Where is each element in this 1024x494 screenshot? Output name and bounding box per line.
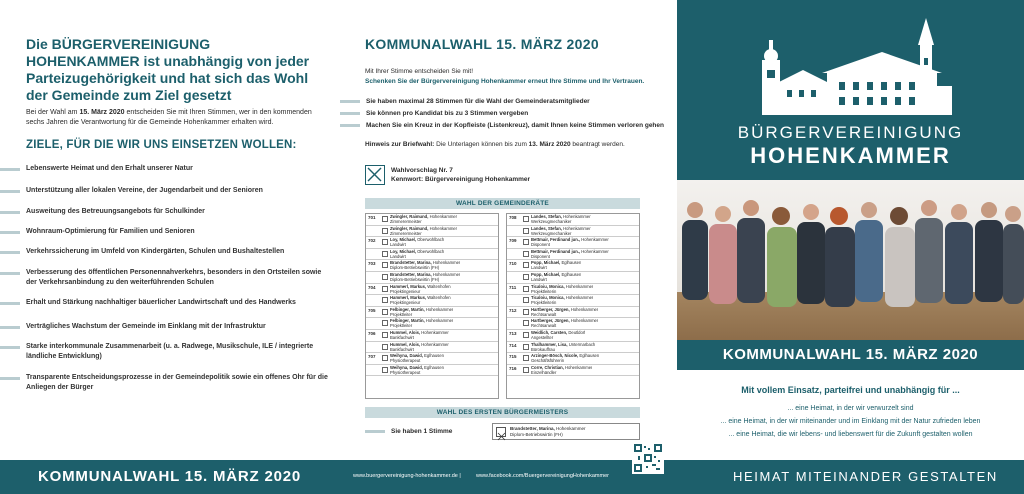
candidate-checkbox[interactable] bbox=[523, 320, 529, 326]
gemeinderat-section-title: WAHL DER GEMEINDERÄTE bbox=[365, 198, 640, 209]
candidate-checkbox[interactable] bbox=[523, 239, 529, 245]
goal-item: Verkehrssicherung im Umfeld von Kindergärten, Schulen und Bushaltestellen bbox=[0, 247, 330, 257]
goal-item: Starke interkommunale Zusammenarbeit (u. a. Radwege, Musikschule, ILE / integrierte ländliche Entwicklung) bbox=[0, 342, 330, 362]
right-column bbox=[677, 0, 1024, 494]
candidate-table bbox=[365, 213, 640, 399]
candidate-row: Popp, Michael, Eglhausen Landwirt bbox=[507, 272, 639, 284]
candidate-column-left bbox=[365, 213, 499, 399]
candidate-checkbox[interactable] bbox=[523, 216, 529, 222]
goal-item: Erhalt und Stärkung nachhaltiger bäuerlicher Landwirtschaft und des Handwerks bbox=[0, 298, 330, 308]
briefwahl-note: Hinweis zur Briefwahl: Die Unterlagen können bis zum 13. März 2020 beantragt werden. bbox=[365, 141, 625, 148]
candidate-row: 701 Zwingler, Raimund, Hohenkammer Zimmerermeister bbox=[366, 214, 498, 226]
candidate-checkbox[interactable] bbox=[382, 262, 388, 268]
left-heading: Die BÜRGERVEREINIGUNG HOHENKAMMER ist unabhängig von jeder Parteizugehörigkeit und hat sich das Wohl der Gemeinde zum Ziel gesetzt bbox=[26, 36, 310, 103]
qr-code-icon[interactable] bbox=[632, 442, 664, 474]
facebook-link[interactable]: www.facebook.com/BuergervereinigungHohenkammer bbox=[476, 473, 609, 479]
candidate-row: Brandstetter, Marina, Hohenkammer Diplom-Betriebswirtin (FH) bbox=[366, 272, 498, 284]
wahlvorschlag-box bbox=[365, 162, 555, 188]
candidate-checkbox[interactable] bbox=[382, 274, 388, 280]
candidate-row: Hummel, Alois, Hohenkammer Bankfachwirt bbox=[366, 342, 498, 354]
slogan-line: ... eine Heimat, in der wir verwurzelt sind bbox=[787, 405, 914, 412]
candidate-row: 703 Brandstetter, Marina, Hohenkammer Diplom-Betriebswirtin (FH) bbox=[366, 260, 498, 272]
candidate-row: Bettmair, Ferdinand jun., Hohenkammer Disponent bbox=[507, 249, 639, 261]
candidate-row: 707 Weihyna, Dawid, Eglhausen Physiotherapeut bbox=[366, 353, 498, 365]
candidate-checkbox[interactable] bbox=[382, 320, 388, 326]
list-cross-checkbox[interactable] bbox=[365, 165, 385, 185]
candidate-checkbox[interactable] bbox=[382, 239, 388, 245]
candidate-checkbox[interactable] bbox=[523, 309, 529, 315]
candidate-checkbox[interactable] bbox=[382, 309, 388, 315]
candidate-column-right bbox=[506, 213, 640, 399]
candidate-checkbox[interactable] bbox=[382, 297, 388, 303]
goal-item: Wohnraum-Optimierung für Familien und Senioren bbox=[0, 227, 330, 237]
org-title: HOHENKAMMER bbox=[750, 143, 951, 168]
candidate-row: 715 Arzinger-Bösch, Nicole, Eglhausen Geschäftsführerin bbox=[507, 353, 639, 365]
mayor-candidate-box: Brandstetter, Marina, Hohenkammer Diplom-Betriebswirtin (FH) bbox=[492, 423, 640, 440]
candidate-row: 706 Hummel, Alois, Hohenkammer Bankfachwirt bbox=[366, 330, 498, 342]
rule-item: Sie können pro Kandidat bis zu 3 Stimmen vergeben bbox=[340, 109, 528, 118]
goals-title: ZIELE, FÜR DIE WIR UNS EINSETZEN WOLLEN: bbox=[26, 139, 297, 151]
candidate-row: Landes, Stefan, Hohenkammer Werkzeugmechaniker bbox=[507, 226, 639, 238]
goal-item: Verträgliches Wachstum der Gemeinde im Einklang mit der Infrastruktur bbox=[0, 322, 330, 332]
logo-panel bbox=[677, 0, 1024, 180]
left-intro: Bei der Wahl am 15. März 2020 entscheiden Sie mit Ihren Stimmen, wer in den kommenden sechs Jahren die Verantwortung für die Gemeinde Hohenkammer erhalten wird. bbox=[26, 109, 312, 126]
candidate-checkbox[interactable] bbox=[382, 286, 388, 292]
goal-item: Transparente Entscheidungsprozesse in der Gemeindepolitik sowie ein offenes Ohr für die Anliegen der Bürger bbox=[0, 373, 330, 393]
middle-intro-1: Mit Ihrer Stimme entscheiden Sie mit! bbox=[365, 68, 474, 75]
candidate-row: Weihyna, Dawid, Eglhausen Physiotherapeut bbox=[366, 365, 498, 377]
goal-item: Lebenswerte Heimat und den Erhalt unserer Natur bbox=[0, 164, 330, 174]
candidate-checkbox[interactable] bbox=[382, 251, 388, 257]
candidate-row: Felbinger, Martin, Hohenkammer Projektleiter bbox=[366, 318, 498, 330]
candidate-row: 714 Thalhammer, Lisa, Untermarbach Bürokauffrau bbox=[507, 342, 639, 354]
rule-item: Sie haben maximal 28 Stimmen für die Wahl der Gemeinderatsmitglieder bbox=[340, 97, 590, 106]
slogan-line: ... eine Heimat, die wir lebens- und liebenswert für die Zukunft gestalten wollen bbox=[728, 431, 973, 438]
candidate-checkbox[interactable] bbox=[523, 332, 529, 338]
middle-heading: KOMMUNALWAHL 15. MÄRZ 2020 bbox=[365, 36, 599, 52]
footer-motto: HEIMAT MITEINANDER GESTALTEN bbox=[733, 469, 998, 484]
mayor-checkbox[interactable] bbox=[496, 427, 506, 437]
candidate-row: Loy, Michael, Oberwohlbach Landwirt bbox=[366, 249, 498, 261]
mayor-name: Brandstetter, Marina, bbox=[510, 426, 555, 431]
footer-election-title: KOMMUNALWAHL 15. MÄRZ 2020 bbox=[38, 468, 302, 485]
website-link[interactable]: www.buergervereinigung-hohenkammer.de | bbox=[353, 473, 461, 479]
buergermeister-section-title: WAHL DES ERSTEN BÜRGERMEISTERS bbox=[365, 407, 640, 418]
candidate-row: 716 Corre, Christian, Hohenkammer Einzelhändler bbox=[507, 365, 639, 377]
candidate-checkbox[interactable] bbox=[523, 228, 529, 234]
candidate-row: Hartberger, Jürgen, Hohenkammer Rechtsanwalt bbox=[507, 318, 639, 330]
candidate-row: 708 Landes, Stefan, Hohenkammer Werkzeugmechaniker bbox=[507, 214, 639, 226]
candidate-checkbox[interactable] bbox=[523, 355, 529, 361]
candidate-checkbox[interactable] bbox=[523, 344, 529, 350]
candidate-checkbox[interactable] bbox=[382, 367, 388, 373]
cross-icon bbox=[497, 432, 506, 441]
candidate-checkbox[interactable] bbox=[523, 262, 529, 268]
org-subtitle: BÜRGERVEREINIGUNG bbox=[737, 123, 964, 142]
candidate-row: 713 Weidlich, Carsten, Deutldorf Angestellter bbox=[507, 330, 639, 342]
candidate-checkbox[interactable] bbox=[382, 228, 388, 234]
people-group-icon bbox=[677, 180, 1024, 340]
cross-icon bbox=[366, 166, 383, 183]
candidate-row: Ticaloiu, Monica, Hohenkammer Projektleiterin bbox=[507, 295, 639, 307]
candidate-checkbox[interactable] bbox=[382, 344, 388, 350]
middle-column bbox=[340, 0, 675, 460]
candidate-checkbox[interactable] bbox=[523, 297, 529, 303]
candidate-row: 709 Bettmair, Ferdinand jun., Hohenkammer Disponent bbox=[507, 237, 639, 249]
candidate-row: Hammerl, Markus, Waltenhofen Projektingenieur bbox=[366, 295, 498, 307]
slogan: Mit vollem Einsatz, parteifrei und unabhängig für ... bbox=[741, 385, 960, 395]
castle-logo-icon bbox=[677, 0, 1024, 120]
goal-item: Verbesserung des öffentlichen Personennahverkehrs, besonders in den Ortsteilen sowie der Verkehrsanbindung zu den weiterführenden Schulen bbox=[0, 268, 330, 288]
left-column bbox=[0, 0, 340, 460]
candidate-checkbox[interactable] bbox=[523, 274, 529, 280]
goal-item: Ausweitung des Betreuungsangebots für Schulkinder bbox=[0, 207, 330, 217]
candidate-checkbox[interactable] bbox=[382, 332, 388, 338]
candidate-row: 704 Hammerl, Markus, Waltenhofen Projektingenieur bbox=[366, 284, 498, 296]
one-vote-note: Sie haben 1 Stimme bbox=[365, 427, 452, 436]
footer-bar bbox=[0, 460, 1024, 494]
candidate-row: Zwingler, Raimund, Hohenkammer Zimmerermeister bbox=[366, 226, 498, 238]
candidate-row: 702 Loy, Michael, Oberwohlbach Landwirt bbox=[366, 237, 498, 249]
kennwort: Kennwort: Bürgervereinigung Hohenkammer bbox=[391, 176, 531, 183]
candidate-row: 712 Hartberger, Jürgen, Hohenkammer Rechtsanwalt bbox=[507, 307, 639, 319]
candidate-row: 711 Ticaloiu, Monica, Hohenkammer Projektleiterin bbox=[507, 284, 639, 296]
candidate-checkbox[interactable] bbox=[523, 367, 529, 373]
candidate-checkbox[interactable] bbox=[523, 251, 529, 257]
candidate-row: 705 Felbinger, Martin, Hohenkammer Projektleiter bbox=[366, 307, 498, 319]
rule-item: Machen Sie ein Kreuz in der Kopfleiste (Listenkreuz), damit Ihnen keine Stimmen verloren gehen bbox=[340, 121, 664, 130]
candidate-checkbox[interactable] bbox=[523, 286, 529, 292]
goal-item: Unterstützung aller lokalen Vereine, der Jugendarbeit und der Senioren bbox=[0, 186, 330, 196]
slogan-line: ... eine Heimat, in der wir miteinander und im Einklang mit der Natur zufrieden leben bbox=[720, 418, 981, 425]
middle-intro-2: Schenken Sie der Bürgervereinigung Hohenkammer erneut Ihre Stimme und Ihr Vertrauen. bbox=[365, 78, 645, 85]
group-photo bbox=[677, 180, 1024, 340]
candidate-checkbox[interactable] bbox=[382, 355, 388, 361]
mayor-job: Diplom-Betriebswirtin (FH) bbox=[510, 431, 563, 437]
election-band: KOMMUNALWAHL 15. MÄRZ 2020 bbox=[677, 340, 1024, 370]
candidate-row: 710 Popp, Michael, Eglhausen Landwirt bbox=[507, 260, 639, 272]
wahlvorschlag-number: Wahlvorschlag Nr. 7 bbox=[391, 167, 453, 174]
candidate-checkbox[interactable] bbox=[382, 216, 388, 222]
